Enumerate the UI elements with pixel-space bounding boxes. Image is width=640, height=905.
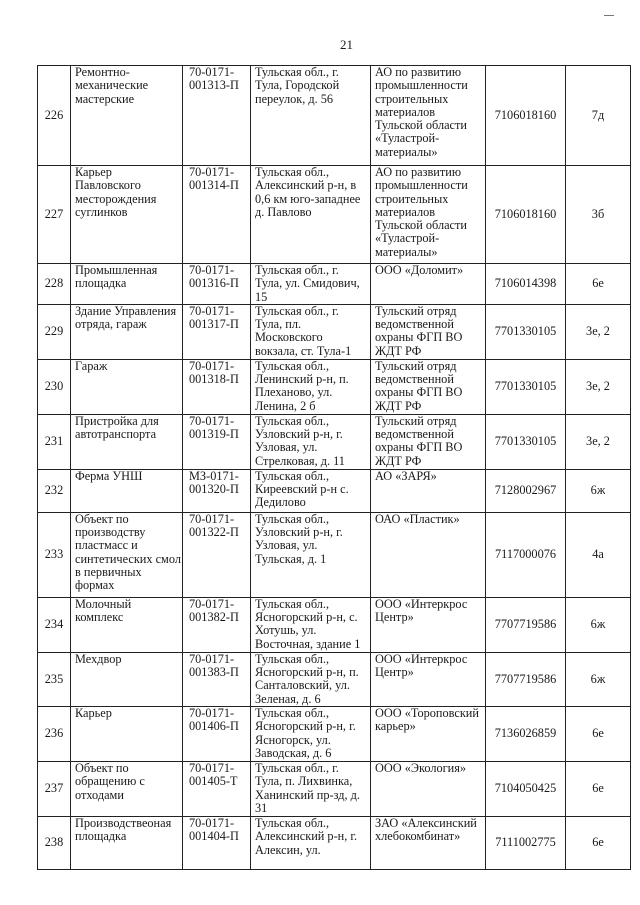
operator-name: ЗАО «Алексинский хлебокомбинат» bbox=[371, 817, 486, 870]
object-name: Объект по производству пластмасс и синтетических смол в первичных формах bbox=[71, 512, 183, 597]
row-number: 237 bbox=[38, 762, 71, 817]
object-address: Тульская обл., Узловский р-н, г. Узловая, ул. Стрелковая, д. 11 bbox=[251, 414, 371, 469]
object-name: Пристройка для автотранспорта bbox=[71, 414, 183, 469]
operator-name: Тульский отряд ведомственной охраны ФГП ВО ЖДТ РФ bbox=[371, 304, 486, 359]
row-number: 231 bbox=[38, 414, 71, 469]
object-name: Карьер Павловского месторождения суглинков bbox=[71, 166, 183, 264]
row-number: 234 bbox=[38, 597, 71, 652]
object-category: 6е bbox=[566, 264, 631, 305]
object-address: Тульская обл., Ленинский р-н, п. Плеханово, ул. Ленина, 2 б bbox=[251, 359, 371, 414]
table-row bbox=[38, 762, 631, 817]
object-address: Тульская обл., Алексинский р-н, г. Алексин, ул. bbox=[251, 817, 371, 870]
operator-name: ООО «Тороповский карьер» bbox=[371, 707, 486, 762]
object-code: 70-0171- 001383-П bbox=[183, 652, 251, 706]
operator-name: АО «ЗАРЯ» bbox=[371, 469, 486, 512]
table-row bbox=[38, 359, 631, 414]
object-name: Производствеоная площадка bbox=[71, 817, 183, 870]
table-row bbox=[38, 707, 631, 762]
object-name: Здание Управления отряда, гараж bbox=[71, 304, 183, 359]
table-row bbox=[38, 469, 631, 512]
object-category: 3б bbox=[566, 166, 631, 264]
object-code: 70-0171- 001322-П bbox=[183, 512, 251, 597]
object-category: 6ж bbox=[566, 469, 631, 512]
operator-inn: 7106018160 bbox=[486, 166, 566, 264]
table-row bbox=[38, 597, 631, 652]
operator-inn: 7117000076 bbox=[486, 512, 566, 597]
object-address: Тульская обл., Алексинский р-н, в 0,6 км юго-западнее д. Павлово bbox=[251, 166, 371, 264]
object-name: Молочный комплекс bbox=[71, 597, 183, 652]
object-category: 3е, 2 bbox=[566, 304, 631, 359]
operator-name: Тульский отряд ведомственной охраны ФГП ВО ЖДТ РФ bbox=[371, 359, 486, 414]
row-number: 238 bbox=[38, 817, 71, 870]
object-code: 70-0171- 001382-П bbox=[183, 597, 251, 652]
object-code: 70-0171- 001319-П bbox=[183, 414, 251, 469]
scan-mark bbox=[604, 15, 614, 16]
object-name: Промышленная площадка bbox=[71, 264, 183, 305]
table-row bbox=[38, 414, 631, 469]
operator-inn: 7707719586 bbox=[486, 597, 566, 652]
row-number: 236 bbox=[38, 707, 71, 762]
operator-inn: 7106018160 bbox=[486, 66, 566, 166]
operator-inn: 7701330105 bbox=[486, 414, 566, 469]
object-address: Тульская обл., г. Тула, ул. Смидович, 15 bbox=[251, 264, 371, 305]
object-code: 70-0171- 001317-П bbox=[183, 304, 251, 359]
object-code: 70-0171- 001406-П bbox=[183, 707, 251, 762]
row-number: 229 bbox=[38, 304, 71, 359]
table-row bbox=[38, 166, 631, 264]
operator-inn: 7104050425 bbox=[486, 762, 566, 817]
object-code: 70-0171- 001404-П bbox=[183, 817, 251, 870]
operator-inn: 7701330105 bbox=[486, 304, 566, 359]
operator-name: ООО «Доломит» bbox=[371, 264, 486, 305]
object-code: 70-0171- 001405-Т bbox=[183, 762, 251, 817]
operator-inn: 7701330105 bbox=[486, 359, 566, 414]
table-row bbox=[38, 817, 631, 870]
object-name: Ферма УНШ bbox=[71, 469, 183, 512]
table-row bbox=[38, 66, 631, 166]
object-category: 3е, 2 bbox=[566, 414, 631, 469]
object-address: Тульская обл., Узловский р-н, г. Узловая, ул. Тульская, д. 1 bbox=[251, 512, 371, 597]
operator-name: ООО «Экология» bbox=[371, 762, 486, 817]
object-address: Тульская обл., Ясногорский р-н, с. Хотушь, ул. Восточная, здание 1 bbox=[251, 597, 371, 652]
object-address: Тульская обл., г. Тула, п. Лихвинка, Ханинский пр-зд, д. 31 bbox=[251, 762, 371, 817]
object-category: 6ж bbox=[566, 597, 631, 652]
page-number: 21 bbox=[340, 37, 353, 52]
operator-name: Тульский отряд ведомственной охраны ФГП ВО ЖДТ РФ bbox=[371, 414, 486, 469]
operator-name: ОАО «Пластик» bbox=[371, 512, 486, 597]
row-number: 235 bbox=[38, 652, 71, 706]
operator-name: ООО «Интеркрос Центр» bbox=[371, 597, 486, 652]
object-name: Карьер bbox=[71, 707, 183, 762]
object-code: МЗ-0171- 001320-П bbox=[183, 469, 251, 512]
object-code: 70-0171- 001313-П bbox=[183, 66, 251, 166]
row-number: 233 bbox=[38, 512, 71, 597]
table-row bbox=[38, 652, 631, 706]
object-code: 70-0171- 001316-П bbox=[183, 264, 251, 305]
operator-inn: 7707719586 bbox=[486, 652, 566, 706]
operator-inn: 7111002775 bbox=[486, 817, 566, 870]
object-category: 7д bbox=[566, 66, 631, 166]
object-address: Тульская обл., г. Тула, пл. Московского вокзала, ст. Тула-1 bbox=[251, 304, 371, 359]
row-number: 227 bbox=[38, 166, 71, 264]
object-category: 4а bbox=[566, 512, 631, 597]
operator-inn: 7136026859 bbox=[486, 707, 566, 762]
operator-inn: 7128002967 bbox=[486, 469, 566, 512]
row-number: 230 bbox=[38, 359, 71, 414]
object-code: 70-0171- 001318-П bbox=[183, 359, 251, 414]
object-category: 6е bbox=[566, 707, 631, 762]
object-name: Объект по обращению с отходами bbox=[71, 762, 183, 817]
object-address: Тульская обл., Ясногорский р-н, п. Санталовский, ул. Зеленая, д. 6 bbox=[251, 652, 371, 706]
object-category: 3е, 2 bbox=[566, 359, 631, 414]
object-address: Тульская обл., Ясногорский р-н, г. Ясногорск, ул. Заводская, д. 6 bbox=[251, 707, 371, 762]
operator-name: АО по развитию промышленности строительных материалов Тульской области «Туластрой- материалы» bbox=[371, 66, 486, 166]
object-category: 6е bbox=[566, 817, 631, 870]
object-address: Тульская обл., г. Тула, Городской переулок, д. 56 bbox=[251, 66, 371, 166]
operator-name: АО по развитию промышленности строительных материалов Тульской области «Туластрой- материалы» bbox=[371, 166, 486, 264]
operator-name: ООО «Интеркрос Центр» bbox=[371, 652, 486, 706]
registry-table-body bbox=[38, 66, 631, 870]
object-name: Гараж bbox=[71, 359, 183, 414]
operator-inn: 7106014398 bbox=[486, 264, 566, 305]
table-row bbox=[38, 512, 631, 597]
object-category: 6ж bbox=[566, 652, 631, 706]
row-number: 226 bbox=[38, 66, 71, 166]
object-code: 70-0171- 001314-П bbox=[183, 166, 251, 264]
registry-table bbox=[37, 65, 631, 870]
object-name: Мехдвор bbox=[71, 652, 183, 706]
table-row bbox=[38, 304, 631, 359]
object-category: 6е bbox=[566, 762, 631, 817]
row-number: 228 bbox=[38, 264, 71, 305]
row-number: 232 bbox=[38, 469, 71, 512]
table-row bbox=[38, 264, 631, 305]
object-name: Ремонтно- механические мастерские bbox=[71, 66, 183, 166]
object-address: Тульская обл., Киреевский р-н с. Дедилово bbox=[251, 469, 371, 512]
